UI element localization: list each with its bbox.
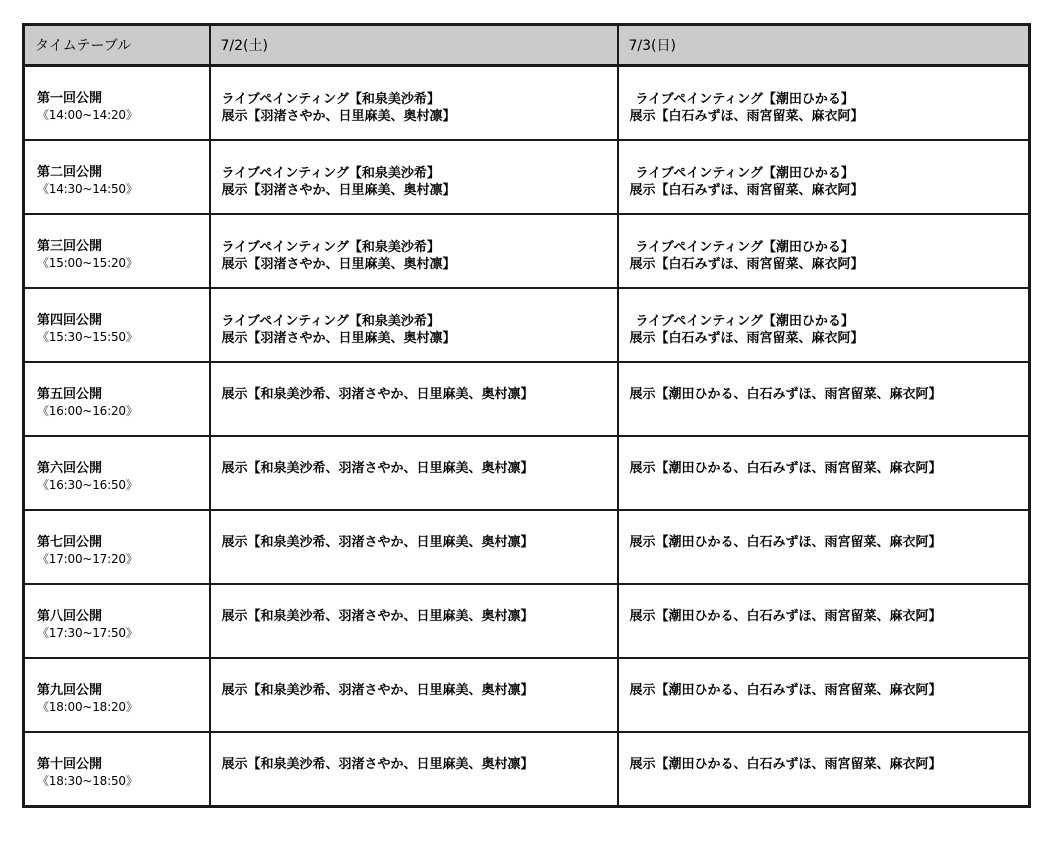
- program-line: 展示【潮田ひかる、白石みずほ、雨宮留菜、麻衣阿】: [629, 387, 942, 402]
- slot-name: 第七回公開: [37, 535, 103, 550]
- day-1-cell: [210, 584, 618, 658]
- table-row: [24, 732, 1030, 807]
- slot-name: 第九回公開: [37, 683, 103, 698]
- table-row: [24, 584, 1030, 658]
- program-line: 展示【潮田ひかる、白石みずほ、雨宮留菜、麻衣阿】: [629, 683, 942, 698]
- slot-name: 第八回公開: [37, 609, 103, 624]
- day-2-cell: [618, 732, 1030, 807]
- timetable-body: [24, 66, 1030, 807]
- slot-cell: [24, 436, 210, 510]
- program-line: ライブペインティング【潮田ひかる】: [635, 166, 854, 181]
- program-line: 展示【潮田ひかる、白石みずほ、雨宮留菜、麻衣阿】: [629, 535, 942, 550]
- program-line: 展示【和泉美沙希、羽渚さやか、日里麻美、奥村凛】: [221, 757, 534, 772]
- day-1-cell: [210, 436, 618, 510]
- slot-time: 《18:30~18:50》: [37, 774, 138, 788]
- day-2-cell: [618, 436, 1030, 510]
- slot-name: 第一回公開: [37, 91, 103, 106]
- table-row: [24, 66, 1030, 141]
- day-2-cell: [618, 510, 1030, 584]
- slot-cell: [24, 584, 210, 658]
- program-line: 展示【和泉美沙希、羽渚さやか、日里麻美、奥村凛】: [221, 535, 534, 550]
- program-line: 展示【和泉美沙希、羽渚さやか、日里麻美、奥村凛】: [221, 683, 534, 698]
- program-line: ライブペインティング【潮田ひかる】: [635, 240, 854, 255]
- timetable: [22, 23, 1031, 808]
- program-line: 展示【潮田ひかる、白石みずほ、雨宮留菜、麻衣阿】: [629, 757, 942, 772]
- day-2-cell: [618, 288, 1030, 362]
- table-row: [24, 436, 1030, 510]
- slot-cell: [24, 214, 210, 288]
- program-line: 展示【羽渚さやか、日里麻美、奥村凛】: [221, 257, 456, 272]
- day-1-cell: [210, 140, 618, 214]
- program-line: 展示【和泉美沙希、羽渚さやか、日里麻美、奥村凛】: [221, 609, 534, 624]
- program-line: ライブペインティング【潮田ひかる】: [635, 314, 854, 329]
- program-line: ライブペインティング【和泉美沙希】: [221, 92, 440, 107]
- table-row: [24, 658, 1030, 732]
- program-line: ライブペインティング【潮田ひかる】: [635, 92, 854, 107]
- day-1-cell: [210, 66, 618, 141]
- program-line: 展示【羽渚さやか、日里麻美、奥村凛】: [221, 331, 456, 346]
- slot-name: 第六回公開: [37, 461, 103, 476]
- program-line: 展示【潮田ひかる、白石みずほ、雨宮留菜、麻衣阿】: [629, 609, 942, 624]
- slot-name: 第三回公開: [37, 239, 103, 254]
- program-line: ライブペインティング【和泉美沙希】: [221, 314, 440, 329]
- timetable-header: [24, 25, 1030, 66]
- table-row: [24, 362, 1030, 436]
- slot-name: 第五回公開: [37, 387, 103, 402]
- slot-time: 《15:00~15:20》: [37, 256, 138, 270]
- slot-time: 《15:30~15:50》: [37, 330, 138, 344]
- program-line: 展示【和泉美沙希、羽渚さやか、日里麻美、奥村凛】: [221, 387, 534, 402]
- slot-name: 第十回公開: [37, 757, 103, 772]
- slot-time: 《14:00~14:20》: [37, 108, 138, 122]
- program-line: 展示【和泉美沙希、羽渚さやか、日里麻美、奥村凛】: [221, 461, 534, 476]
- program-line: 展示【羽渚さやか、日里麻美、奥村凛】: [221, 109, 456, 124]
- day-2-cell: [618, 214, 1030, 288]
- header-row: [24, 25, 1030, 66]
- day-2-cell: [618, 66, 1030, 141]
- day-1-cell: [210, 214, 618, 288]
- program-line: 展示【羽渚さやか、日里麻美、奥村凛】: [221, 183, 456, 198]
- header-timetable: タイムテーブル: [24, 25, 210, 66]
- slot-name: 第二回公開: [37, 165, 103, 180]
- day-2-cell: [618, 658, 1030, 732]
- slot-time: 《17:00~17:20》: [37, 552, 138, 566]
- slot-cell: [24, 288, 210, 362]
- table-row: [24, 214, 1030, 288]
- slot-name: 第四回公開: [37, 313, 103, 328]
- program-line: ライブペインティング【和泉美沙希】: [221, 240, 440, 255]
- slot-cell: [24, 140, 210, 214]
- slot-time: 《18:00~18:20》: [37, 700, 138, 714]
- day-1-cell: [210, 288, 618, 362]
- slot-cell: [24, 362, 210, 436]
- table-row: [24, 140, 1030, 214]
- slot-time: 《16:30~16:50》: [37, 478, 138, 492]
- program-line: 展示【潮田ひかる、白石みずほ、雨宮留菜、麻衣阿】: [629, 461, 942, 476]
- slot-cell: [24, 658, 210, 732]
- slot-cell: [24, 732, 210, 807]
- table-row: [24, 288, 1030, 362]
- day-1-cell: [210, 658, 618, 732]
- day-1-cell: [210, 362, 618, 436]
- day-1-cell: [210, 732, 618, 807]
- program-line: 展示【白石みずほ、雨宮留菜、麻衣阿】: [629, 331, 864, 346]
- program-line: 展示【白石みずほ、雨宮留菜、麻衣阿】: [629, 109, 864, 124]
- program-line: 展示【白石みずほ、雨宮留菜、麻衣阿】: [629, 257, 864, 272]
- day-2-cell: [618, 140, 1030, 214]
- slot-time: 《16:00~16:20》: [37, 404, 138, 418]
- day-1-cell: [210, 510, 618, 584]
- slot-cell: [24, 66, 210, 141]
- slot-cell: [24, 510, 210, 584]
- header-day-1: 7/2(土): [210, 25, 618, 66]
- header-day-2: 7/3(日): [618, 25, 1030, 66]
- program-line: 展示【白石みずほ、雨宮留菜、麻衣阿】: [629, 183, 864, 198]
- table-row: [24, 510, 1030, 584]
- slot-time: 《14:30~14:50》: [37, 182, 138, 196]
- slot-time: 《17:30~17:50》: [37, 626, 138, 640]
- day-2-cell: [618, 362, 1030, 436]
- program-line: ライブペインティング【和泉美沙希】: [221, 166, 440, 181]
- day-2-cell: [618, 584, 1030, 658]
